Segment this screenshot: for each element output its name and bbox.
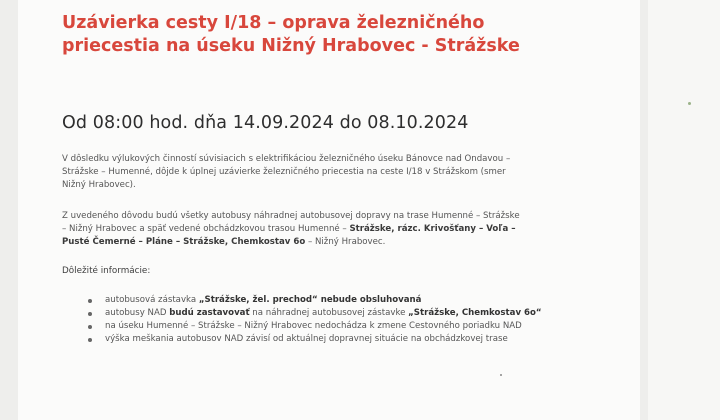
bullet-dot-icon [88,312,92,316]
scan-speck [688,102,691,105]
detour-paragraph [62,210,632,249]
bullet-text: výška meškania autobusov NAD závisí od aktuálnej dopravnej situácie na obchádzkovej trase [105,334,508,344]
adjacent-page-edge [648,0,720,420]
notice-title [62,12,622,58]
important-info-list [88,294,542,346]
paragraph-line: Z uvedeného dôvodu budú všetky autobusy náhradnej autobusovej dopravy na trase Humenné – Strážske [62,211,520,221]
bullet-dot-icon [88,338,92,342]
paragraph-line [62,223,632,236]
scan-speck [500,374,502,376]
paragraph-text: – Nižný Hrabovec a späť vedené obchádzkovou trasou Humenné – [62,224,350,234]
bullet-dot-icon [88,299,92,303]
paragraph-line: Strážske – Humenné, dôjde k úplnej uzávierke železničného priecestia na ceste I/18 v Strážskom (smer [62,167,506,177]
bullet-bold-text: „Strážske, žel. prechod“ nebude obsluhovaná [198,295,422,305]
bullet-text: autobusová zástavka [105,295,199,305]
paragraph-line: V dôsledku výlukových činností súvisiacich s elektrifikáciou železničného úseku Bánovce nad Ondavou – [62,154,511,164]
bullet-text: na úseku Humenné – Strážske – Nižný Hrabovec nedochádza k zmene Cestovného poriadku NAD [105,321,522,331]
detour-route-text: Strážske, rázc. Krivošťany – Voľa – [349,224,516,234]
bullet-text: autobusy NAD [105,308,170,318]
info-bullet-item [88,333,542,346]
info-bullet-item [88,307,542,320]
bullet-bold-text: budú zastavovať [169,308,250,318]
paragraph-text: – Nižný Hrabovec. [305,237,386,247]
bullet-dot-icon [88,325,92,329]
important-info-heading: Dôležité informácie: [62,266,151,276]
notice-title-line: Uzávierka cesty I/18 – oprava železničného [62,13,485,33]
paragraph-line: Nižný Hrabovec). [62,180,136,190]
reason-paragraph [62,153,632,192]
closure-dateline: Od 08:00 hod. dňa 14.09.2024 do 08.10.2024 [62,113,469,133]
notice-title-line: priecestia na úseku Nižný Hrabovec - Strážske [62,36,520,56]
detour-route-text: Pusté Čemerné – Pláne – Strážske, Chemkostav 6o [62,237,306,247]
info-bullet-item [88,294,542,307]
paragraph-line [62,236,632,249]
bullet-bold-text: „Strážske, Chemkostav 6o“ [408,308,542,318]
bullet-text: na náhradnej autobusovej zástavke [249,308,409,318]
info-bullet-item [88,320,542,333]
